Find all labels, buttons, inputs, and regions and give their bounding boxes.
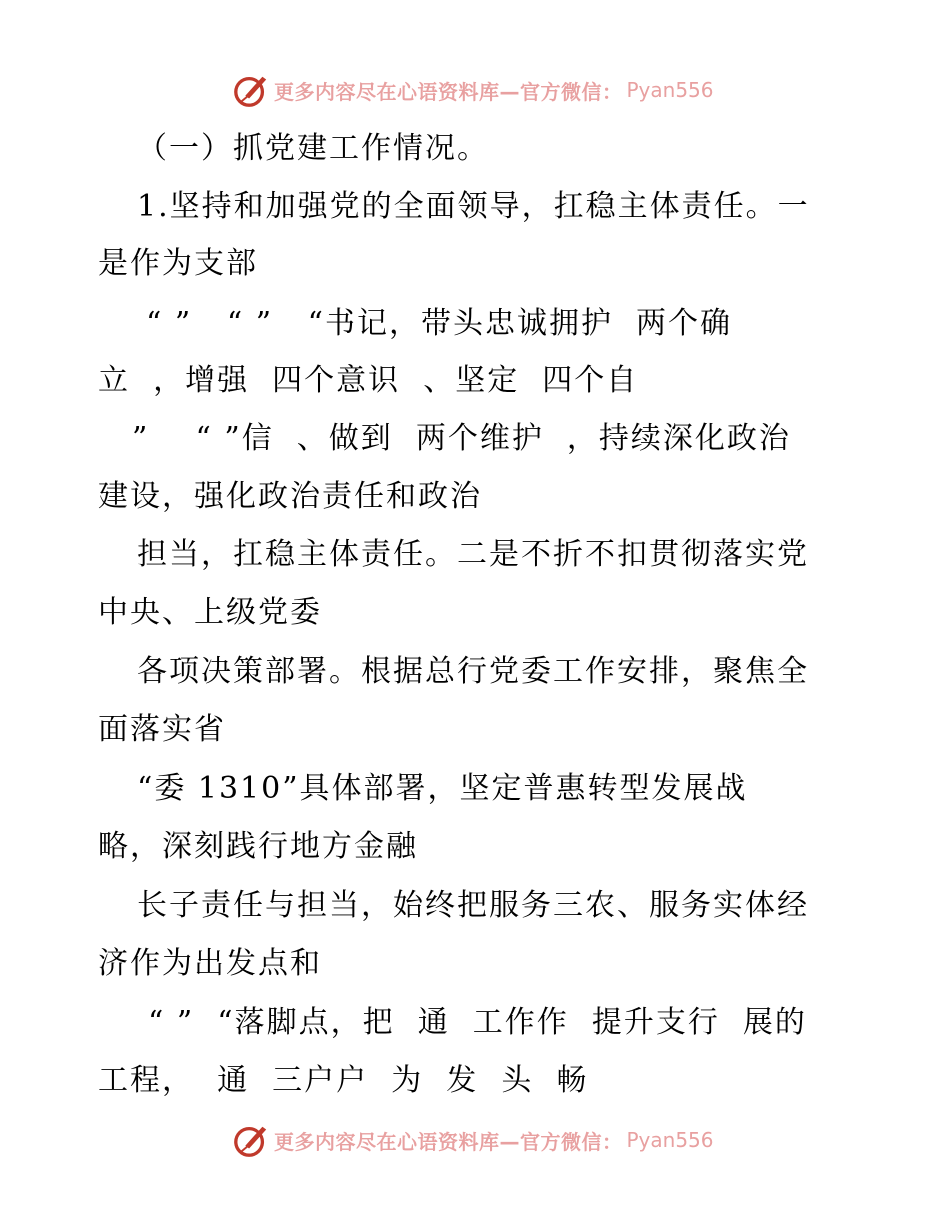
- watermark-wechat-id: Pyan556: [626, 1128, 714, 1152]
- paragraph-line: 略，深刻践行地方金融: [98, 829, 418, 864]
- paragraph-line: 是作为支部: [98, 246, 258, 281]
- watermark-brand-text: 更多内容尽在心语资料库—官方微信：: [274, 1129, 623, 1154]
- watermark-brand-text: 更多内容尽在心语资料库—官方微信：: [274, 79, 623, 104]
- quill-pen-logo-icon: [232, 71, 270, 109]
- paragraph-line: “ ” “ ” “书记，带头忠诚拥护 两个确: [146, 306, 733, 341]
- paragraph-line: 工程， 通 三户户 为 发 头 畅: [98, 1063, 589, 1098]
- paragraph-line: 1.坚持和加强党的全面领导，扛稳主体责任。一: [137, 189, 810, 224]
- paragraph-line: 中央、上级党委: [98, 595, 322, 630]
- paragraph-line: 担当，扛稳主体责任。二是不折不扣贯彻落实党: [137, 537, 809, 572]
- paragraph-line: ” “ ”信 、做到 两个维护 ，持续深化政治: [132, 421, 791, 456]
- header-watermark: [232, 70, 714, 110]
- paragraph-line: 各项决策部署。根据总行党委工作安排，聚焦全: [137, 654, 809, 689]
- paragraph-line: 长子责任与担当，始终把服务三农、服务实体经: [137, 888, 809, 923]
- section-heading: （一）抓党建工作情况。: [137, 131, 489, 166]
- quill-pen-logo-icon: [232, 1121, 270, 1159]
- paragraph-line: “ ” “落脚点，把 通 工作作 提升支行 展的: [148, 1005, 807, 1040]
- footer-watermark: [232, 1120, 714, 1160]
- paragraph-line: 面落实省: [98, 712, 226, 747]
- paragraph-line: 立 ，增强 四个意识 、坚定 四个自: [98, 363, 639, 398]
- paragraph-line: “委 1310”具体部署，坚定普惠转型发展战: [137, 771, 748, 806]
- watermark-wechat-id: Pyan556: [626, 78, 714, 102]
- paragraph-line: 济作为出发点和: [98, 946, 322, 981]
- paragraph-line: 建设，强化政治责任和政治: [98, 479, 482, 514]
